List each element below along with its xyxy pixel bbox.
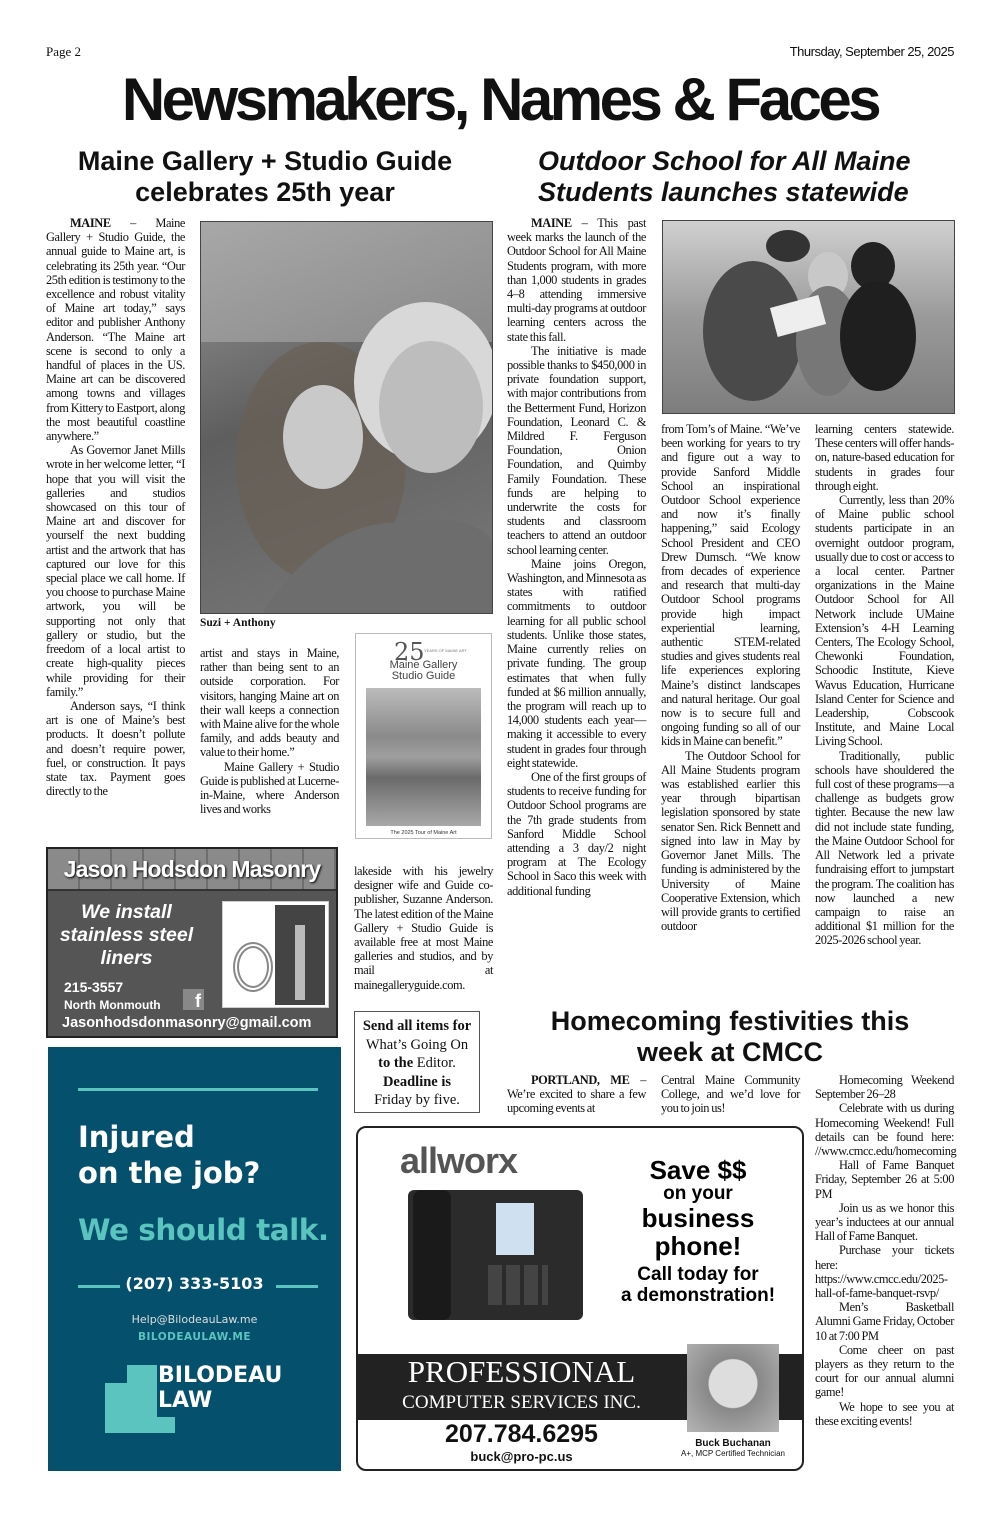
gallery-column-1 [46,216,185,798]
masonry-phone: 215-3557 [64,979,124,995]
homecoming-column-1 [507,1073,646,1116]
allworx-logo: allworx [400,1140,518,1181]
cover-subtitle: Studio Guide [391,670,456,682]
gallery-headline [40,146,490,208]
bilodeau-logo-text: BILODEAU [158,1363,283,1388]
ad-headline: on your [663,1183,733,1204]
paragraph [815,493,954,749]
paragraph-text: – This past week marks the launch of the Outdoor School for All Maine Students program, with more than 1,000 students in grades 4–8 attending immersive multi-day programs at outdoor learning centers across the state this fall. [507,216,646,344]
paragraph [507,770,646,898]
paragraph-text: lakeside with his jewelry designer wife and Guide co-publisher, Suzanne Anderson. The latest edition of the Maine Gallery + Studio Guide is available free at most Maine galleries and studios, and by mail at mainegalleryguide.com. [354,864,493,992]
paragraph [46,216,185,443]
paragraph [815,1400,954,1428]
photo-caption: Suzi + Anthony [200,617,276,629]
ad-cta: Call today for [637,1264,759,1285]
cover-years-sub: YEARS OF MAINE ART [424,648,467,653]
paragraph-text: We hope to see you at these exciting events! [815,1399,954,1428]
notice-line: Editor. [416,1055,456,1071]
outdoor-column-2 [661,422,800,933]
dateline: PORTLAND, ME [531,1073,630,1087]
headline-line: week at CMCC [636,1037,824,1067]
bilodeau-law-ad [48,1047,341,1471]
bilodeau-email: Help@BilodeauLaw.me [131,1313,258,1326]
masonry-ad [46,847,338,1038]
paragraph [815,1201,954,1244]
paragraph [815,1243,954,1300]
paragraph-text: Traditionally, public schools have shouldered the full cost of these programs—a challenge as budgets grow tighter. Because the new law did not include state funding, the Maine Outdoor School for All Network led a private fundraising effort to jumpstart the program. The coalition has now launched a new campaign to raise an additional $1 million for the 2025-2026 school year. [815,748,954,948]
cover-title: Maine Gallery [389,659,458,671]
paragraph-text: – Maine Gallery + Studio Guide, the annual guide to Maine art, is celebrating its 25th year. “Our 25th edition is testimony to the excellence and robust vitality of Maine art today,” says editor and publisher Anthony Anderson. “The Maine art scene is second to only a handful of places in the US. Maine art can be discovered among towns and villages from Kittery to Eastport, along the most beautiful coastline anywhere.” [46,216,185,444]
paragraph-text: Hall of Fame Banquet Friday, September 26 at 5:00 PM [815,1158,954,1201]
guide-cover [355,633,492,839]
homecoming-column-2 [661,1073,800,1116]
paragraph [815,1343,954,1400]
paragraph-text: Maine joins Oregon, Washington, and Minnesota as states with ratified commitments to outdoor learning for all public school students. Unlike those states, Maine currently relies on private funding. The group estimates that when fully funded at $6 million annually, the program will reach up to 14,000 students each year—making it accessible to every student in grades four through eight statewide. [507,556,646,770]
paragraph [815,1101,957,1159]
students-image [663,221,955,414]
ad-headline: phone! [654,1231,742,1261]
outdoor-column-3 [815,422,954,948]
pro-email: buck@pro-pc.us [470,1449,573,1464]
headline-line: celebrates 25th year [135,177,395,207]
person-title: A+, MCP Certified Technician [681,1449,785,1458]
paragraph [507,557,646,770]
bilodeau-logo-text: LAW [158,1388,213,1413]
bilodeau-phone: (207) 333-5103 [125,1274,264,1293]
ad-headline: Save $$ [649,1155,747,1185]
chimney-liner-image [222,901,329,1008]
facebook-icon[interactable]: f [183,989,204,1010]
paragraph [507,344,646,557]
outdoor-headline [505,146,955,208]
ad-headline: business [641,1203,755,1233]
notice-line: Friday by five. [374,1092,460,1108]
paragraph-text: from Tom’s of Maine. “We’ve been working for years to try and figure out a way to provide Sanford Middle School an inspirational Outdoor School experience and now it’s finally happening,” said Ecology School President and CEO Drew Dumsch. “We know from decades of experience and research that multi-day Outdoor School programs provide high impact experiential learning, authentic STEM-related studies and gives students real life experiences exploring Maine’s distinct landscapes and natural heritage. Our goal now is to secure full and ongoing funding so all of our kids in Maine can benefit.” [661,422,800,749]
notice-line: Deadline is [382,1073,452,1090]
paragraph-text: The initiative is made possible thanks to $450,000 in private foundation support, with major contributions from the Betterment Fund, Horizon Foundation, Leonard C. & Mildred F. Ferguson Foundation, Onion Foundation, and Quimby Family Foundation. These funds are helping to underwrite the costs for students and classroom teachers to attend an outdoor school learning center. [507,343,646,557]
issue-date: Thursday, September 25, 2025 [789,44,954,59]
paragraph [815,422,954,493]
professional-computer-ad [356,1126,804,1471]
notice-line: Send all items for [362,1018,472,1034]
paragraph-text: Central Maine Community College, and we’d love for you to join us! [661,1073,800,1116]
cover-footer: The 2025 Tour of Maine Art [390,830,457,836]
paragraph-text: Maine Gallery + Studio Guide is published at Lucerne-in-Maine, where Anderson lives and works [200,759,339,817]
paragraph-text: As Governor Janet Mills wrote in her welcome letter, “I hope that you will visit the galleries and studios showcased on this tour of Maine art and discover for yourself the next budding artist and the artwork that has captured our love for this special place we call home. If you choose to purchase Maine artwork, you will be supporting not only that gallery or studio, but the freedom of a local artist to create high-quality pieces while providing for their family.” [46,443,185,699]
paragraph [661,749,800,934]
submission-notice [354,1011,480,1113]
ad-tagline: We install [81,901,172,923]
homecoming-column-3 [815,1073,957,1428]
paragraph-text: Anderson says, “I think art is one of Maine’s best products. It doesn’t pollute and doesn’t require power, fuel, or construction. It pays state tax. Payment goes directly to the [46,698,185,799]
bilodeau-website: BILODEAULAW.ME [137,1331,252,1343]
dateline: MAINE [70,216,111,230]
notice-line: to the [378,1055,414,1071]
company-name-sub: COMPUTER SERVICES INC. [402,1392,641,1413]
notice-line: What’s Going On [365,1036,469,1053]
buck-buchanan-photo [687,1344,779,1432]
masonry-name: Jason Hodsdon Masonry [48,849,336,891]
paragraph-text: Come cheer on past players as they return to the court for our annual alumni game! [815,1342,954,1400]
ad-tagline: liners [100,947,153,969]
dateline: MAINE [531,216,572,230]
divider [78,1088,318,1091]
pro-phone: 207.784.6295 [445,1420,598,1448]
paragraph [507,1073,646,1116]
headline-line: Students launches statewide [538,177,909,207]
paragraph-text: Purchase your tickets here: https://www.cmcc.edu/2025-hall-of-fame-banquet-rsvp/ [815,1243,954,1301]
company-name: PROFESSIONAL [407,1354,636,1389]
paragraph [815,1073,954,1101]
gallery-column-2 [200,646,339,816]
ad-tagline: stainless steel [59,924,194,946]
cover-painting [366,688,481,826]
paragraph [46,443,185,699]
paragraph [200,646,339,760]
headline-line: Homecoming festivities this [550,1006,910,1036]
portrait-image [201,222,493,614]
section-title: Newsmakers, Names & Faces [121,66,879,133]
ad-slogan: We should talk. [78,1213,329,1247]
paragraph-text: artist and stays in Maine, rather than being sent to an outside corporation. For visitors, hanging Maine art on their wall keeps a connection with Maine alive for the whole family, and adds beauty and value to their home.” [200,646,339,760]
outdoor-column-1 [507,216,646,898]
cover-years: 25 [394,638,425,666]
paragraph-text: learning centers statewide. These centers will offer hands-on, nature-based education for students in grades four through eight. [815,422,954,493]
gallery-column-3 [354,864,493,992]
ad-headline: Injured [78,1120,195,1154]
paragraph [815,749,954,948]
ad-headline: on the job? [78,1156,261,1190]
paragraph-text: Homecoming Weekend September 26–28 [815,1073,954,1102]
person-name: Buck Buchanan [695,1438,771,1449]
headline-line: Outdoor School for All Maine [538,146,911,176]
paragraph [661,422,800,749]
paragraph [815,1300,954,1343]
paragraph-text: – We’re excited to share a few upcoming events at [507,1073,646,1116]
paragraph-text: The Outdoor School for All Maine Students program was established earlier this year through bipartisan legislation sponsored by state senator Sen. Rick Bennett and signed into law in May by Governor Janet Mills. The funding is administered by the University of Maine Cooperative Extension, which will provide grants to certified outdoor [661,748,800,934]
paragraph [200,760,339,817]
masonry-town: North Monmouth [64,998,161,1012]
paragraph [507,216,646,344]
paragraph-text: Men’s Basketball Alumni Game Friday, October 10 at 7:00 PM [815,1300,954,1343]
photo-suzi-anthony [200,221,493,614]
ad-cta: a demonstration! [620,1285,776,1306]
page-number: Page 2 [46,44,82,59]
paragraph-text: Join us as we honor this year’s inductees at our annual Hall of Fame Banquet. [815,1200,954,1244]
paragraph-text: One of the first groups of students to receive funding for Outdoor School programs are the 7th grade students from Sanford Middle School attending a 3 day/2 night program at The Ecology School in Saco this week with additional funding [507,769,646,898]
homecoming-headline [500,1006,960,1068]
paragraph-text: Currently, less than 20% of Maine public school students participate in an overnight outdoor program, usually due to cost or access to a local center. Partner organizations in the Maine Outdoor School for All Network include UMaine Extension’s 4-H Learning Centers, The Ecology School, Chewonki Foundation, Schoodic Institute, Kieve Wavus Education, Hurricane Island Center for Science and Leadership, Cobscook Institute, and Maine Local Living School. [815,493,954,749]
photo-students [662,220,955,414]
masonry-email: Jasonhodsdonmasonry@gmail.com [62,1015,312,1031]
paragraph [815,1158,954,1201]
paragraph [46,699,185,798]
paragraph-text: Celebrate with us during Homecoming Weekend! Full details can be found here: //www.cmcc.edu/homecoming [815,1101,957,1159]
phone-image [408,1190,583,1320]
headline-line: Maine Gallery + Studio Guide [77,146,453,176]
paragraph [354,864,493,992]
paragraph [661,1073,800,1116]
